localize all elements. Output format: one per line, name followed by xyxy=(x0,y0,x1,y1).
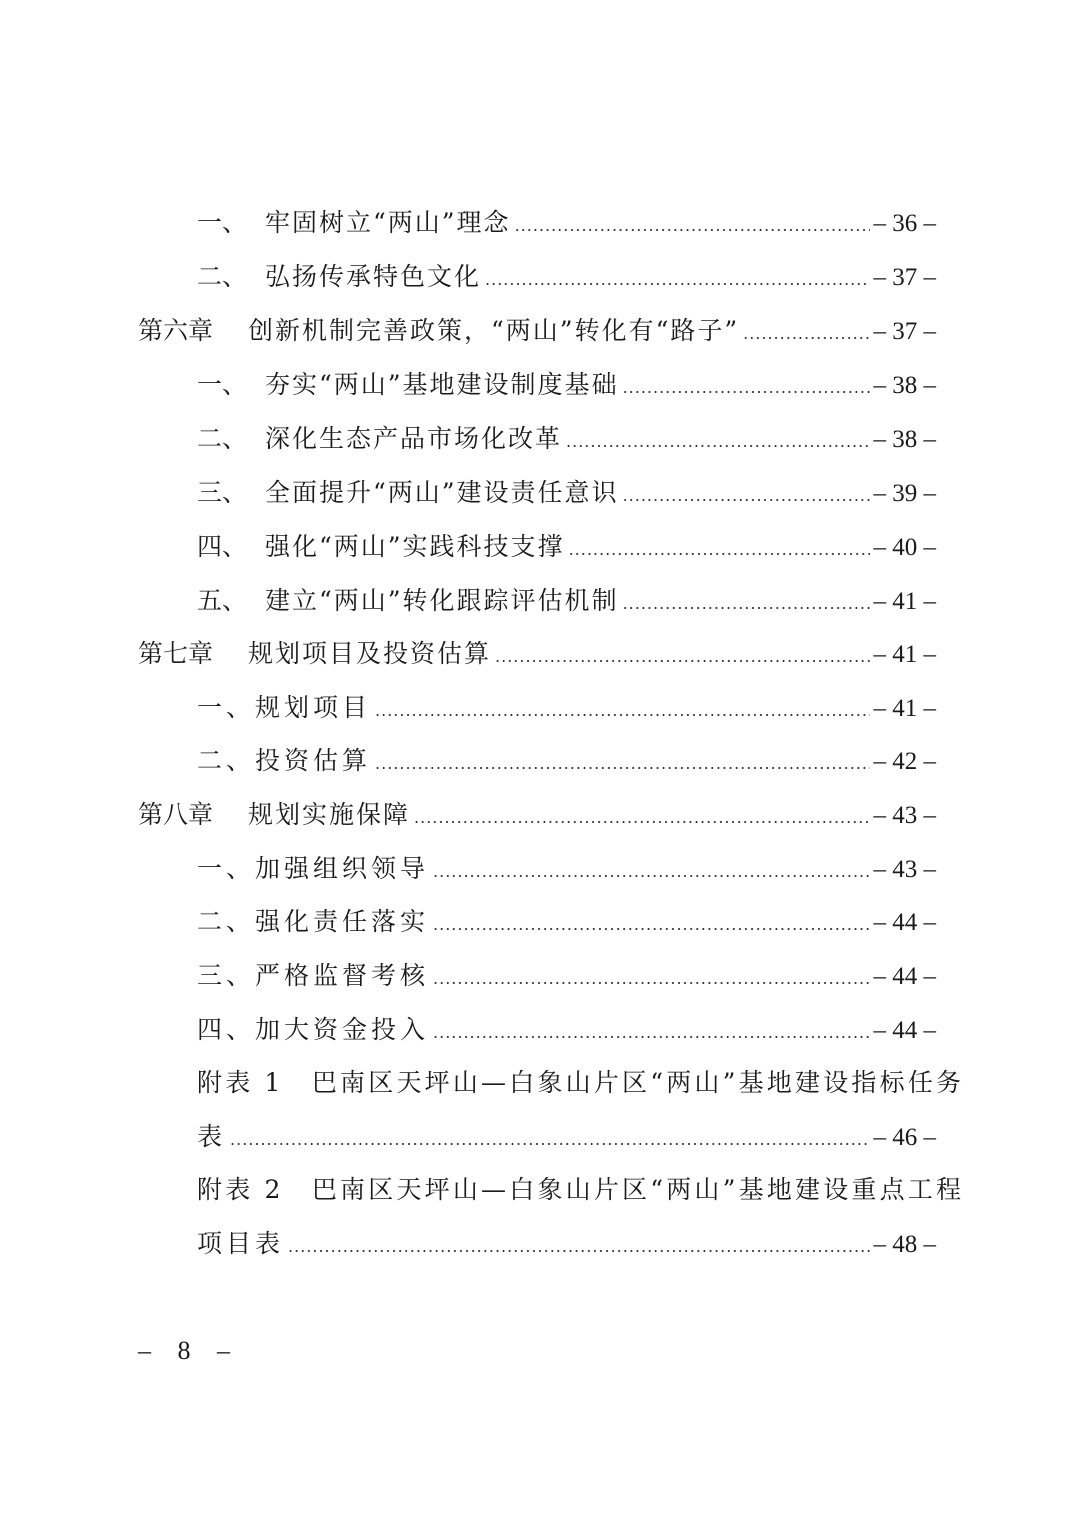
toc-chapter-number: 第七章 xyxy=(138,639,214,668)
leader-dots xyxy=(375,747,869,781)
toc-appendix-entry[interactable] xyxy=(197,1120,936,1154)
leader-dots xyxy=(288,1230,869,1264)
toc-chapter-number: 第六章 xyxy=(138,316,214,345)
toc-entry-title: 二、强化责任落实 xyxy=(197,907,430,936)
leader-dots xyxy=(433,1016,869,1050)
toc-entry-number: 三、 xyxy=(197,478,248,507)
toc-entry[interactable] xyxy=(197,905,936,939)
toc-entry[interactable] xyxy=(197,959,936,993)
toc-entry-title: 建立“两山”转化跟踪评估机制 xyxy=(265,586,619,615)
toc-entry-number: 五、 xyxy=(197,586,248,615)
toc-entry[interactable] xyxy=(197,260,936,294)
toc-entry-title: 弘扬传承特色文化 xyxy=(265,262,482,291)
leader-dots xyxy=(230,1123,869,1157)
leader-dots xyxy=(515,209,870,243)
toc-entry[interactable] xyxy=(197,584,936,618)
toc-entry[interactable] xyxy=(197,852,936,886)
toc-entry-page: – 44 – xyxy=(873,909,936,936)
leader-dots xyxy=(743,317,869,351)
toc-entry-title: 四、加大资金投入 xyxy=(197,1015,430,1044)
leader-dots xyxy=(433,908,869,942)
leader-dots xyxy=(623,371,870,405)
toc-entry-title: 规划实施保障 xyxy=(248,800,411,829)
toc-appendix-entry[interactable] xyxy=(197,1227,936,1261)
toc-entry-title: 一、加强组织领导 xyxy=(197,854,430,883)
toc-entry-page: – 37 – xyxy=(873,318,936,345)
toc-entry-page: – 44 – xyxy=(873,963,936,990)
toc-entry[interactable] xyxy=(197,691,936,725)
toc-entry-title: 夯实“两山”基地建设制度基础 xyxy=(265,370,619,399)
toc-entry[interactable] xyxy=(197,206,936,240)
toc-chapter-entry[interactable] xyxy=(138,798,936,832)
toc-entry-title: 一、规划项目 xyxy=(197,693,372,722)
toc-entry-title: 创新机制完善政策，“两山”转化有“路子” xyxy=(248,316,740,345)
toc-entry-page: – 42 – xyxy=(873,748,936,775)
toc-chapter-number: 第八章 xyxy=(138,800,214,829)
toc-entry-page: – 44 – xyxy=(873,1017,936,1044)
toc-chapter-entry[interactable] xyxy=(138,637,936,671)
toc-entry-number: 四、 xyxy=(197,532,248,561)
toc-entry-page: – 41 – xyxy=(873,641,936,668)
toc-entry[interactable] xyxy=(197,1013,936,1047)
leader-dots xyxy=(623,479,870,513)
leader-dots xyxy=(433,962,869,996)
leader-dots xyxy=(566,425,869,459)
toc-entry-page: – 48 – xyxy=(873,1231,936,1258)
toc-entry-title: 全面提升“两山”建设责任意识 xyxy=(265,478,619,507)
toc-entry[interactable] xyxy=(197,744,936,778)
toc-appendix-title-line[interactable]: 附表 1 巴南区天坪山—白象山片区“两山”基地建设指标任务 xyxy=(197,1068,965,1097)
toc-chapter-entry[interactable] xyxy=(138,314,936,348)
leader-dots xyxy=(414,801,869,835)
leader-dots xyxy=(623,587,870,621)
leader-dots xyxy=(433,855,869,889)
toc-entry-title: 牢固树立“两山”理念 xyxy=(265,208,511,237)
toc-entry-page: – 41 – xyxy=(873,695,936,722)
toc-entry-title: 二、投资估算 xyxy=(197,746,372,775)
toc-entry[interactable] xyxy=(197,368,936,402)
toc-entry-page: – 43 – xyxy=(873,856,936,883)
toc-entry-title: 项目表 xyxy=(197,1229,285,1258)
toc-entry[interactable] xyxy=(197,530,936,564)
toc-entry-page: – 46 – xyxy=(873,1124,936,1151)
toc-entry-title: 三、严格监督考核 xyxy=(197,961,430,990)
page-number: – 8 – xyxy=(138,1336,240,1365)
toc-entry[interactable] xyxy=(197,422,936,456)
toc-entry-title: 表 xyxy=(197,1122,227,1151)
leader-dots xyxy=(569,533,870,567)
toc-entry-number: 二、 xyxy=(197,424,248,453)
toc-entry-page: – 41 – xyxy=(873,588,936,615)
toc-entry-number: 一、 xyxy=(197,370,248,399)
toc-entry-number: 二、 xyxy=(197,262,248,291)
leader-dots xyxy=(495,640,869,674)
toc-entry-page: – 38 – xyxy=(873,426,936,453)
toc-entry-title: 深化生态产品市场化改革 xyxy=(265,424,563,453)
toc-entry-page: – 38 – xyxy=(873,372,936,399)
toc-entry-page: – 39 – xyxy=(873,480,936,507)
toc-entry[interactable] xyxy=(197,476,936,510)
toc-entry-number: 一、 xyxy=(197,208,248,237)
toc-entry-title: 强化“两山”实践科技支撑 xyxy=(265,532,565,561)
toc-appendix-title-line[interactable]: 附表 2 巴南区天坪山—白象山片区“两山”基地建设重点工程 xyxy=(197,1175,965,1204)
toc-entry-page: – 43 – xyxy=(873,802,936,829)
toc-entry-page: – 37 – xyxy=(873,264,936,291)
toc-entry-page: – 40 – xyxy=(873,534,936,561)
leader-dots xyxy=(485,263,869,297)
toc-entry-page: – 36 – xyxy=(873,210,936,237)
toc-entry-title: 规划项目及投资估算 xyxy=(248,639,492,668)
leader-dots xyxy=(375,694,869,728)
